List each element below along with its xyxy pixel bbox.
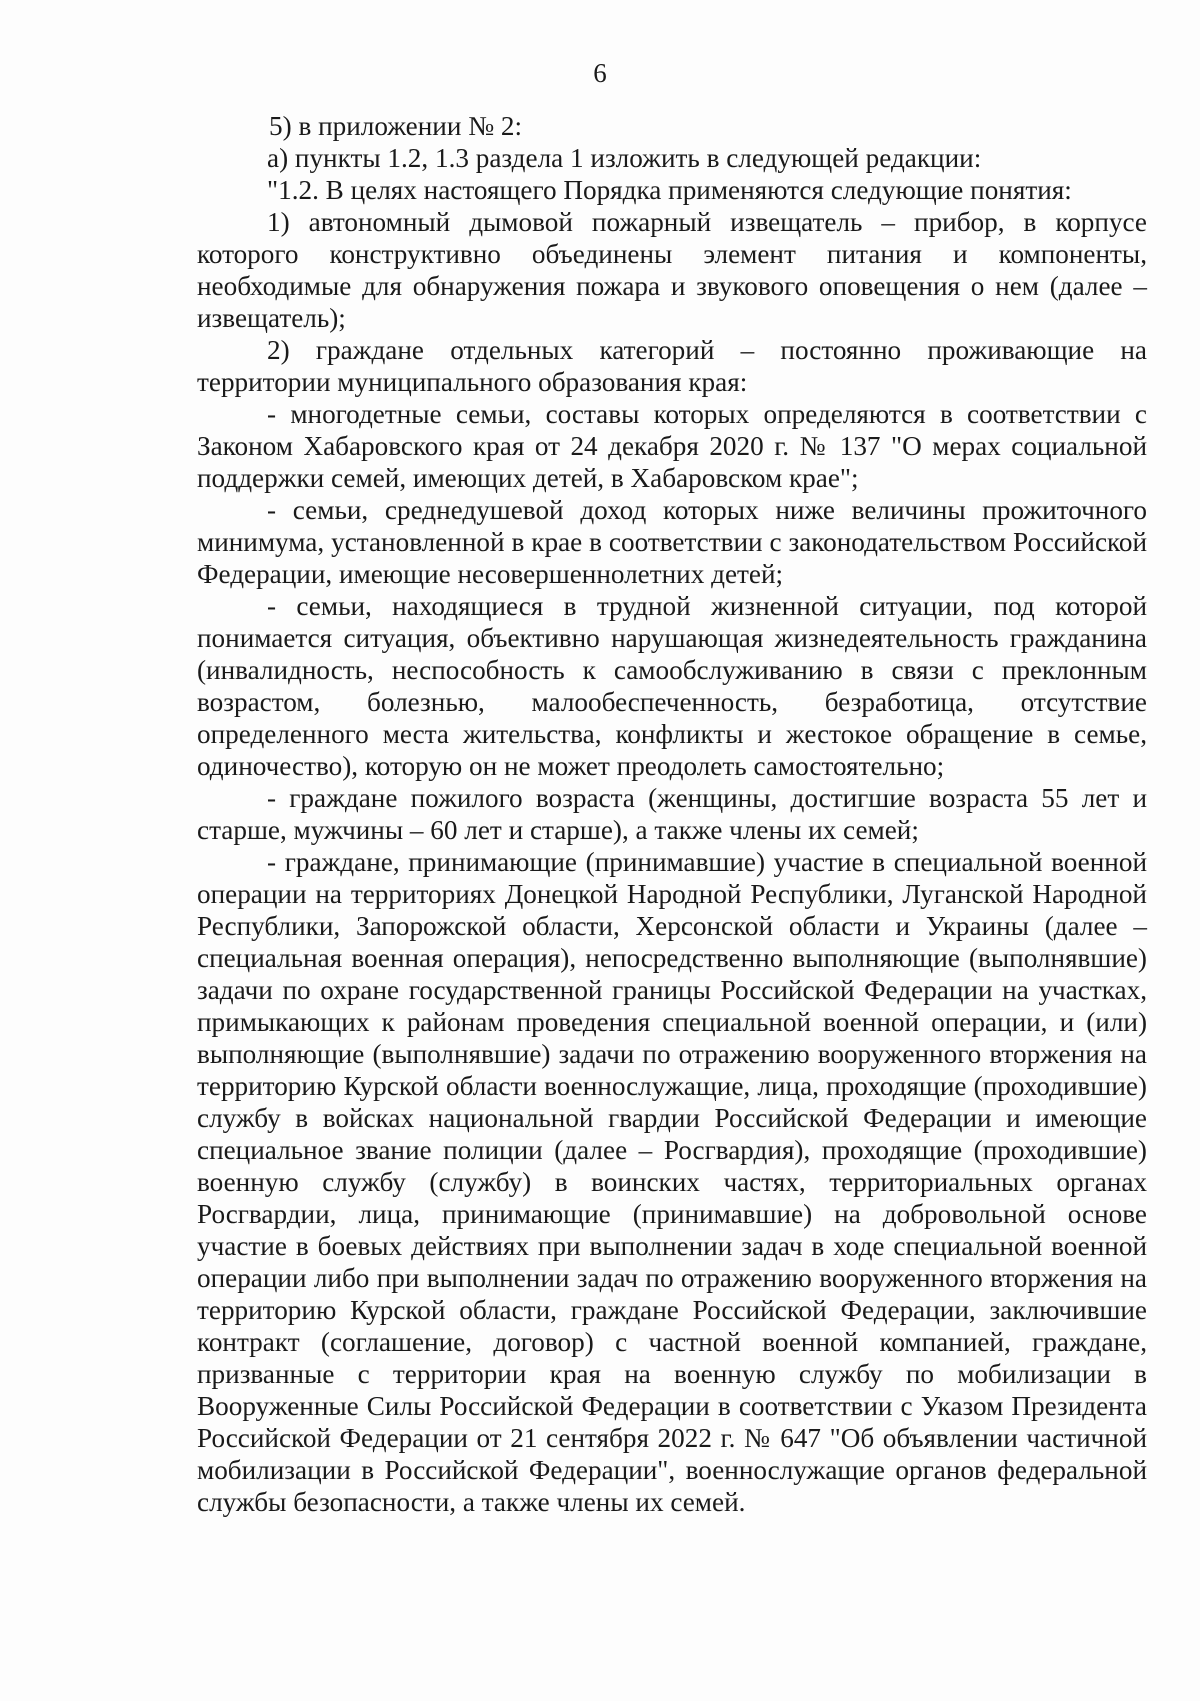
paragraph-definition-2: 2) граждане отдельных категорий – постоянно проживающие на территории муниципального образования края: — [197, 335, 1147, 397]
list-item-military-operation: - граждане, принимающие (принимавшие) участие в специальной военной операции на территориях Донецкой Народной Республики, Луганской Народной Республики, Запорожской области, Херсонской области и Украины (далее – специальная военная операция), непосредственно выполняющие (выполнявшие) задачи по охране государственной границы Российской Федерации на участках, примыкающих к районам проведения специальной военной операции, и (или) выполняющие (выполнявшие) задачи по отражению вооруженного вторжения на территорию Курской области военнослужащие, лица, проходящие (проходившие) службу в войсках национальной гвардии Российской Федерации и имеющие специальное звание полиции (далее – Росгвардия), проходящие (проходившие) военную службу (службу) в воинских частях, территориальных органах Росгвардии, лица, принимающие (принимавшие) на добровольной основе участие в боевых действиях при выполнении задач в ходе специальной военной операции либо при выполнении задач по отражению вооруженного вторжения на территорию Курской области, граждане Российской Федерации, заключившие контракт (соглашение, договор) с частной военной компанией, граждане, призванные с территории края на военную службу по мобилизации в Вооруженные Силы Российской Федерации в соответствии с Указом Президента Российской Федерации от 21 сентября 2022 г. № 647 "Об объявлении частичной мобилизации в Российской Федерации", военнослужащие органов федеральной службы безопасности, а также члены их семей. — [197, 847, 1147, 1517]
list-item-low-income-families: - семьи, среднедушевой доход которых ниже величины прожиточного минимума, установленной в крае в соответствии с законодательством Российской Федерации, имеющие несовершеннолетних детей; — [197, 495, 1147, 589]
paragraph-section-1-2: "1.2. В целях настоящего Порядка применяются следующие понятия: — [267, 175, 1072, 205]
page-number: 6 — [593, 58, 607, 88]
list-item-difficult-situation: - семьи, находящиеся в трудной жизненной ситуации, под которой понимается ситуация, объективно нарушающая жизнедеятельность гражданина (инвалидность, неспособность к самообслуживанию в связи с преклонным возрастом, болезнью, малообеспеченность, безработица, отсутствие определенного места жительства, конфликты и жестокое обращение в семье, одиночество), которую он не может преодолеть самостоятельно; — [197, 591, 1147, 781]
list-item-large-families: - многодетные семьи, составы которых определяются в соответствии с Законом Хабаровского края от 24 декабря 2020 г. № 137 "О мерах социальной поддержки семей, имеющих детей, в Хабаровском крае"; — [197, 399, 1147, 493]
paragraph-subitem-a: а) пункты 1.2, 1.3 раздела 1 изложить в следующей редакции: — [267, 143, 982, 173]
list-item-elderly: - граждане пожилого возраста (женщины, достигшие возраста 55 лет и старше, мужчины – 60 лет и старше), а также члены их семей; — [197, 783, 1147, 845]
paragraph-item-5: 5) в приложении № 2: — [269, 111, 523, 141]
paragraph-definition-1: 1) автономный дымовой пожарный извещатель – прибор, в корпусе которого конструктивно объединены элемент питания и компоненты, необходимые для обнаружения пожара и звукового оповещения о нем (далее – извещатель); — [197, 207, 1147, 333]
document-body — [197, 110, 1147, 1518]
